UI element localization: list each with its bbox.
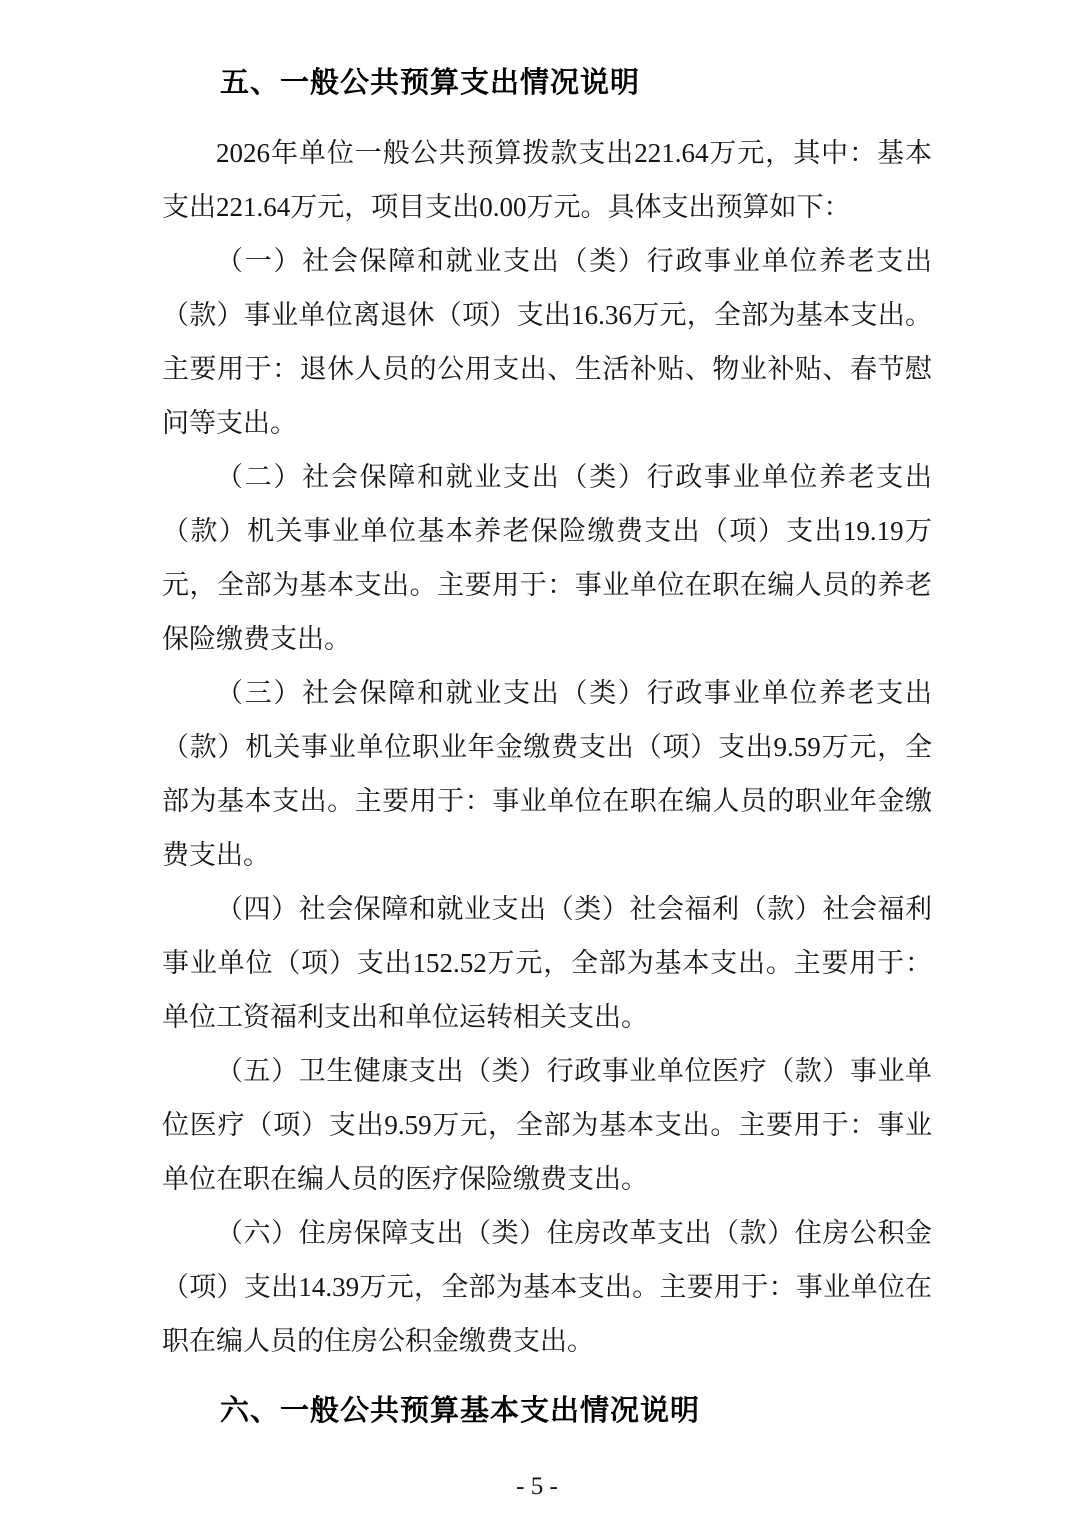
expenditure-item-3-paragraph: （三）社会保障和就业支出（类）行政事业单位养老支出（款）机关事业单位职业年金缴费支出（项）支出9.59万元，全部为基本支出。主要用于：事业单位在职在编人员的职业年金缴费支出。: [162, 678, 932, 870]
expenditure-item-2-paragraph: （二）社会保障和就业支出（类）行政事业单位养老支出（款）机关事业单位基本养老保险缴费支出（项）支出19.19万元，全部为基本支出。主要用于：事业单位在职在编人员的养老保险缴费支出。: [162, 462, 932, 654]
expenditure-item-6-paragraph: （六）住房保障支出（类）住房改革支出（款）住房公积金（项）支出14.39万元，全部为基本支出。主要用于：事业单位在职在编人员的住房公积金缴费支出。: [162, 1218, 932, 1356]
page-number: - 5 -: [516, 1473, 558, 1500]
expenditure-item-4-paragraph: （四）社会保障和就业支出（类）社会福利（款）社会福利事业单位（项）支出152.52万元，全部为基本支出。主要用于：单位工资福利支出和单位运转相关支出。: [162, 894, 932, 1032]
expenditure-item-1-paragraph: （一）社会保障和就业支出（类）行政事业单位养老支出（款）事业单位离退休（项）支出16.36万元，全部为基本支出。主要用于：退休人员的公用支出、生活补贴、物业补贴、春节慰问等支出。: [162, 246, 932, 438]
intro-paragraph: 2026年单位一般公共预算拨款支出221.64万元，其中：基本支出221.64万元，项目支出0.00万元。具体支出预算如下：: [162, 138, 932, 222]
section-heading-five: 五、一般公共预算支出情况说明: [220, 67, 641, 99]
expenditure-item-5-paragraph: （五）卫生健康支出（类）行政事业单位医疗（款）事业单位医疗（项）支出9.59万元，全部为基本支出。主要用于：事业单位在职在编人员的医疗保险缴费支出。: [162, 1056, 932, 1194]
section-heading-six: 六、一般公共预算基本支出情况说明: [220, 1395, 701, 1427]
